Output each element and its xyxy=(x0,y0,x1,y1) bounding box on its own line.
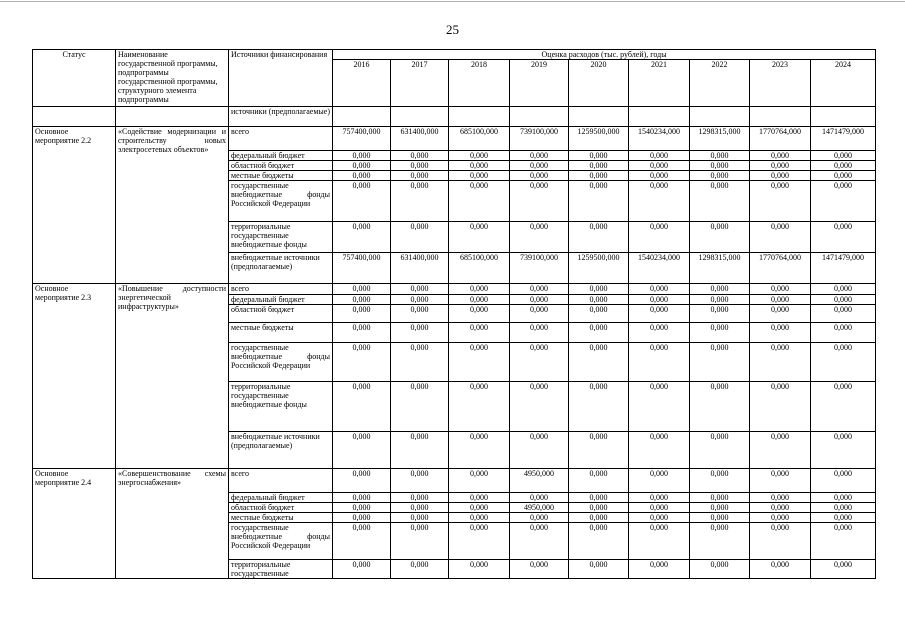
source-cell: территориальные государственные xyxy=(229,560,333,579)
value-cell: 0,000 xyxy=(569,171,629,181)
value-cell: 1770764,000 xyxy=(750,253,811,284)
value-cell: 0,000 xyxy=(690,171,750,181)
value-cell: 0,000 xyxy=(449,469,510,493)
value-cell: 1770764,000 xyxy=(750,127,811,151)
value-cell: 0,000 xyxy=(629,469,690,493)
value-cell: 0,000 xyxy=(391,560,449,579)
value-cell: 0,000 xyxy=(811,560,876,579)
budget-table xyxy=(32,49,876,579)
empty-cell xyxy=(750,107,811,127)
value-cell: 0,000 xyxy=(629,305,690,323)
header-sources: Источники финансирования xyxy=(229,50,333,107)
value-cell: 0,000 xyxy=(391,513,449,523)
value-cell: 0,000 xyxy=(811,469,876,493)
value-cell: 0,000 xyxy=(333,523,391,560)
value-cell: 0,000 xyxy=(629,151,690,161)
value-cell: 0,000 xyxy=(690,151,750,161)
source-cell: областной бюджет xyxy=(229,503,333,513)
value-cell: 0,000 xyxy=(391,161,449,171)
header-year: 2023 xyxy=(750,60,811,107)
value-cell: 0,000 xyxy=(333,503,391,513)
value-cell: 0,000 xyxy=(449,151,510,161)
value-cell: 0,000 xyxy=(510,493,569,503)
value-cell: 0,000 xyxy=(391,284,449,295)
value-cell: 0,000 xyxy=(333,432,391,469)
value-cell: 0,000 xyxy=(391,181,449,222)
value-cell: 0,000 xyxy=(811,503,876,513)
value-cell: 0,000 xyxy=(690,161,750,171)
value-cell: 0,000 xyxy=(510,513,569,523)
value-cell: 0,000 xyxy=(333,284,391,295)
page-number: 25 xyxy=(446,22,459,37)
value-cell: 0,000 xyxy=(690,493,750,503)
value-cell: 0,000 xyxy=(510,523,569,560)
value-cell: 0,000 xyxy=(750,523,811,560)
value-cell: 0,000 xyxy=(690,432,750,469)
value-cell: 0,000 xyxy=(333,151,391,161)
value-cell: 0,000 xyxy=(690,323,750,343)
value-cell: 0,000 xyxy=(391,222,449,253)
status-cell: Основное мероприятие 2.3 xyxy=(33,284,116,469)
value-cell: 0,000 xyxy=(811,513,876,523)
value-cell: 0,000 xyxy=(391,523,449,560)
value-cell: 0,000 xyxy=(333,222,391,253)
value-cell: 0,000 xyxy=(629,284,690,295)
value-cell: 1471479,000 xyxy=(811,253,876,284)
value-cell: 0,000 xyxy=(569,503,629,513)
value-cell: 0,000 xyxy=(333,181,391,222)
value-cell: 0,000 xyxy=(690,469,750,493)
value-cell: 0,000 xyxy=(391,493,449,503)
value-cell: 0,000 xyxy=(811,343,876,382)
value-cell: 757400,000 xyxy=(333,127,391,151)
value-cell: 1298315,000 xyxy=(690,127,750,151)
value-cell: 0,000 xyxy=(391,503,449,513)
value-cell: 0,000 xyxy=(333,513,391,523)
table-row xyxy=(33,469,876,493)
source-cell: всего xyxy=(229,284,333,295)
empty-cell xyxy=(569,107,629,127)
header-year: 2022 xyxy=(690,60,750,107)
header-year: 2024 xyxy=(811,60,876,107)
value-cell: 0,000 xyxy=(449,323,510,343)
value-cell: 0,000 xyxy=(811,171,876,181)
source-cell: местные бюджеты xyxy=(229,513,333,523)
status-cell: Основное мероприятие 2.4 xyxy=(33,469,116,579)
value-cell: 0,000 xyxy=(391,323,449,343)
source-cell: внебюджетные источники (предполагаемые) xyxy=(229,432,333,469)
value-cell: 0,000 xyxy=(629,432,690,469)
value-cell: 757400,000 xyxy=(333,253,391,284)
value-cell: 0,000 xyxy=(690,222,750,253)
source-cell: источники (предполагаемые) xyxy=(229,107,333,127)
table-row-carryover xyxy=(33,107,876,127)
source-cell: внебюджетные источники (предполагаемые) xyxy=(229,253,333,284)
value-cell: 0,000 xyxy=(569,513,629,523)
value-cell: 0,000 xyxy=(811,323,876,343)
value-cell: 0,000 xyxy=(690,284,750,295)
value-cell: 0,000 xyxy=(333,171,391,181)
value-cell: 0,000 xyxy=(750,305,811,323)
value-cell: 0,000 xyxy=(750,560,811,579)
value-cell: 0,000 xyxy=(750,151,811,161)
value-cell: 0,000 xyxy=(811,305,876,323)
empty-cell xyxy=(690,107,750,127)
value-cell: 0,000 xyxy=(449,161,510,171)
value-cell: 0,000 xyxy=(811,151,876,161)
value-cell: 0,000 xyxy=(449,513,510,523)
value-cell: 685100,000 xyxy=(449,253,510,284)
value-cell: 0,000 xyxy=(449,382,510,432)
source-cell: федеральный бюджет xyxy=(229,295,333,305)
value-cell: 0,000 xyxy=(510,222,569,253)
value-cell: 0,000 xyxy=(629,560,690,579)
value-cell: 0,000 xyxy=(569,432,629,469)
status-cell: Основное мероприятие 2.2 xyxy=(33,127,116,284)
measure-name-cell: «Содействие модернизации и строительству новых электросетевых объектов» xyxy=(116,127,229,284)
value-cell: 0,000 xyxy=(510,295,569,305)
value-cell: 0,000 xyxy=(629,171,690,181)
value-cell: 0,000 xyxy=(690,295,750,305)
value-cell: 1259500,000 xyxy=(569,253,629,284)
value-cell: 0,000 xyxy=(811,493,876,503)
value-cell: 0,000 xyxy=(391,469,449,493)
value-cell: 0,000 xyxy=(510,382,569,432)
value-cell: 0,000 xyxy=(750,513,811,523)
value-cell: 0,000 xyxy=(811,523,876,560)
source-cell: местные бюджеты xyxy=(229,323,333,343)
value-cell: 0,000 xyxy=(391,305,449,323)
source-cell: территориальные государственные внебюджетные фонды xyxy=(229,222,333,253)
value-cell: 0,000 xyxy=(510,343,569,382)
value-cell: 0,000 xyxy=(569,343,629,382)
header-year: 2020 xyxy=(569,60,629,107)
empty-cell xyxy=(811,107,876,127)
value-cell: 0,000 xyxy=(690,305,750,323)
value-cell: 0,000 xyxy=(629,523,690,560)
value-cell: 1259500,000 xyxy=(569,127,629,151)
value-cell: 4950,000 xyxy=(510,469,569,493)
value-cell: 4950,000 xyxy=(510,503,569,513)
value-cell: 0,000 xyxy=(811,432,876,469)
value-cell: 0,000 xyxy=(333,469,391,493)
value-cell: 0,000 xyxy=(750,284,811,295)
value-cell: 0,000 xyxy=(750,503,811,513)
value-cell: 0,000 xyxy=(629,323,690,343)
value-cell: 0,000 xyxy=(750,493,811,503)
value-cell: 0,000 xyxy=(750,295,811,305)
header-year: 2016 xyxy=(333,60,391,107)
empty-cell xyxy=(449,107,510,127)
table-row xyxy=(33,127,876,151)
header-year: 2017 xyxy=(391,60,449,107)
source-cell: местные бюджеты xyxy=(229,171,333,181)
source-cell: федеральный бюджет xyxy=(229,493,333,503)
value-cell: 0,000 xyxy=(333,560,391,579)
value-cell: 0,000 xyxy=(811,222,876,253)
source-cell: федеральный бюджет xyxy=(229,151,333,161)
source-cell: государственные внебюджетные фонды Российской Федерации xyxy=(229,343,333,382)
value-cell: 0,000 xyxy=(569,305,629,323)
value-cell: 1540234,000 xyxy=(629,253,690,284)
value-cell: 1298315,000 xyxy=(690,253,750,284)
source-cell: всего xyxy=(229,127,333,151)
empty-cell xyxy=(510,107,569,127)
empty-cell xyxy=(333,107,391,127)
table-body xyxy=(33,107,876,579)
value-cell: 0,000 xyxy=(569,560,629,579)
value-cell: 0,000 xyxy=(569,493,629,503)
source-cell: всего xyxy=(229,469,333,493)
table-row xyxy=(33,284,876,295)
value-cell: 0,000 xyxy=(510,323,569,343)
value-cell: 0,000 xyxy=(333,343,391,382)
value-cell: 0,000 xyxy=(510,161,569,171)
value-cell: 0,000 xyxy=(391,151,449,161)
value-cell: 631400,000 xyxy=(391,127,449,151)
value-cell: 0,000 xyxy=(449,343,510,382)
value-cell: 0,000 xyxy=(569,382,629,432)
value-cell: 0,000 xyxy=(391,343,449,382)
header-year: 2018 xyxy=(449,60,510,107)
value-cell: 0,000 xyxy=(569,151,629,161)
source-cell: государственные внебюджетные фонды Российской Федерации xyxy=(229,523,333,560)
value-cell: 0,000 xyxy=(510,305,569,323)
source-cell: территориальные государственные внебюджетные фонды xyxy=(229,382,333,432)
value-cell: 0,000 xyxy=(690,513,750,523)
value-cell: 0,000 xyxy=(569,523,629,560)
measure-name-cell: «Повышение доступности энергетической инфраструктуры» xyxy=(116,284,229,469)
value-cell: 0,000 xyxy=(333,323,391,343)
value-cell: 0,000 xyxy=(569,181,629,222)
value-cell: 0,000 xyxy=(449,493,510,503)
source-cell: областной бюджет xyxy=(229,305,333,323)
source-cell: государственные внебюджетные фонды Российской Федерации xyxy=(229,181,333,222)
source-cell: областной бюджет xyxy=(229,161,333,171)
value-cell: 0,000 xyxy=(629,181,690,222)
value-cell: 0,000 xyxy=(811,382,876,432)
value-cell: 0,000 xyxy=(333,382,391,432)
value-cell: 0,000 xyxy=(449,181,510,222)
value-cell: 0,000 xyxy=(510,181,569,222)
value-cell: 0,000 xyxy=(690,382,750,432)
value-cell: 0,000 xyxy=(629,513,690,523)
value-cell: 0,000 xyxy=(449,171,510,181)
value-cell: 0,000 xyxy=(690,560,750,579)
header-status: Статус xyxy=(33,50,116,107)
value-cell: 0,000 xyxy=(690,343,750,382)
value-cell: 0,000 xyxy=(750,323,811,343)
value-cell: 0,000 xyxy=(629,503,690,513)
value-cell: 0,000 xyxy=(449,284,510,295)
empty-cell xyxy=(629,107,690,127)
value-cell: 0,000 xyxy=(569,284,629,295)
value-cell: 685100,000 xyxy=(449,127,510,151)
page-top-edge xyxy=(0,1,905,2)
header-year: 2019 xyxy=(510,60,569,107)
value-cell: 0,000 xyxy=(811,284,876,295)
empty-cell xyxy=(391,107,449,127)
value-cell: 739100,000 xyxy=(510,127,569,151)
value-cell: 0,000 xyxy=(811,181,876,222)
value-cell: 0,000 xyxy=(629,343,690,382)
value-cell: 0,000 xyxy=(750,161,811,171)
value-cell: 0,000 xyxy=(629,493,690,503)
value-cell: 0,000 xyxy=(750,432,811,469)
value-cell: 0,000 xyxy=(569,469,629,493)
value-cell: 0,000 xyxy=(391,295,449,305)
value-cell: 0,000 xyxy=(629,222,690,253)
value-cell: 0,000 xyxy=(569,222,629,253)
value-cell: 0,000 xyxy=(449,432,510,469)
value-cell: 0,000 xyxy=(750,382,811,432)
value-cell: 0,000 xyxy=(449,305,510,323)
value-cell: 0,000 xyxy=(569,323,629,343)
value-cell: 0,000 xyxy=(333,305,391,323)
header-year: 2021 xyxy=(629,60,690,107)
value-cell: 0,000 xyxy=(750,343,811,382)
value-cell: 631400,000 xyxy=(391,253,449,284)
value-cell: 0,000 xyxy=(510,151,569,161)
value-cell: 0,000 xyxy=(750,181,811,222)
value-cell: 0,000 xyxy=(510,432,569,469)
value-cell: 0,000 xyxy=(449,503,510,513)
value-cell: 0,000 xyxy=(449,295,510,305)
value-cell: 0,000 xyxy=(750,171,811,181)
value-cell: 0,000 xyxy=(569,161,629,171)
value-cell: 0,000 xyxy=(449,222,510,253)
value-cell: 0,000 xyxy=(690,523,750,560)
value-cell: 0,000 xyxy=(629,382,690,432)
value-cell: 1471479,000 xyxy=(811,127,876,151)
value-cell: 0,000 xyxy=(690,181,750,222)
value-cell: 0,000 xyxy=(629,161,690,171)
value-cell: 0,000 xyxy=(510,284,569,295)
empty-cell xyxy=(116,107,229,127)
value-cell: 739100,000 xyxy=(510,253,569,284)
empty-cell xyxy=(33,107,116,127)
value-cell: 0,000 xyxy=(510,560,569,579)
value-cell: 0,000 xyxy=(449,560,510,579)
value-cell: 0,000 xyxy=(333,161,391,171)
value-cell: 0,000 xyxy=(333,295,391,305)
measure-name-cell: «Совершенствование схемы энергоснабжения» xyxy=(116,469,229,579)
value-cell: 0,000 xyxy=(569,295,629,305)
header-name: Наименование государственной программы, подпрограммы государственной программы, структурного элемента подпрограммы xyxy=(116,50,229,107)
value-cell: 0,000 xyxy=(811,161,876,171)
value-cell: 1540234,000 xyxy=(629,127,690,151)
value-cell: 0,000 xyxy=(750,222,811,253)
value-cell: 0,000 xyxy=(629,295,690,305)
value-cell: 0,000 xyxy=(690,503,750,513)
value-cell: 0,000 xyxy=(811,295,876,305)
header-estimate: Оценка расходов (тыс. рублей), годы xyxy=(333,50,876,60)
value-cell: 0,000 xyxy=(333,493,391,503)
value-cell: 0,000 xyxy=(391,171,449,181)
value-cell: 0,000 xyxy=(449,523,510,560)
value-cell: 0,000 xyxy=(750,469,811,493)
value-cell: 0,000 xyxy=(510,171,569,181)
value-cell: 0,000 xyxy=(391,382,449,432)
value-cell: 0,000 xyxy=(391,432,449,469)
